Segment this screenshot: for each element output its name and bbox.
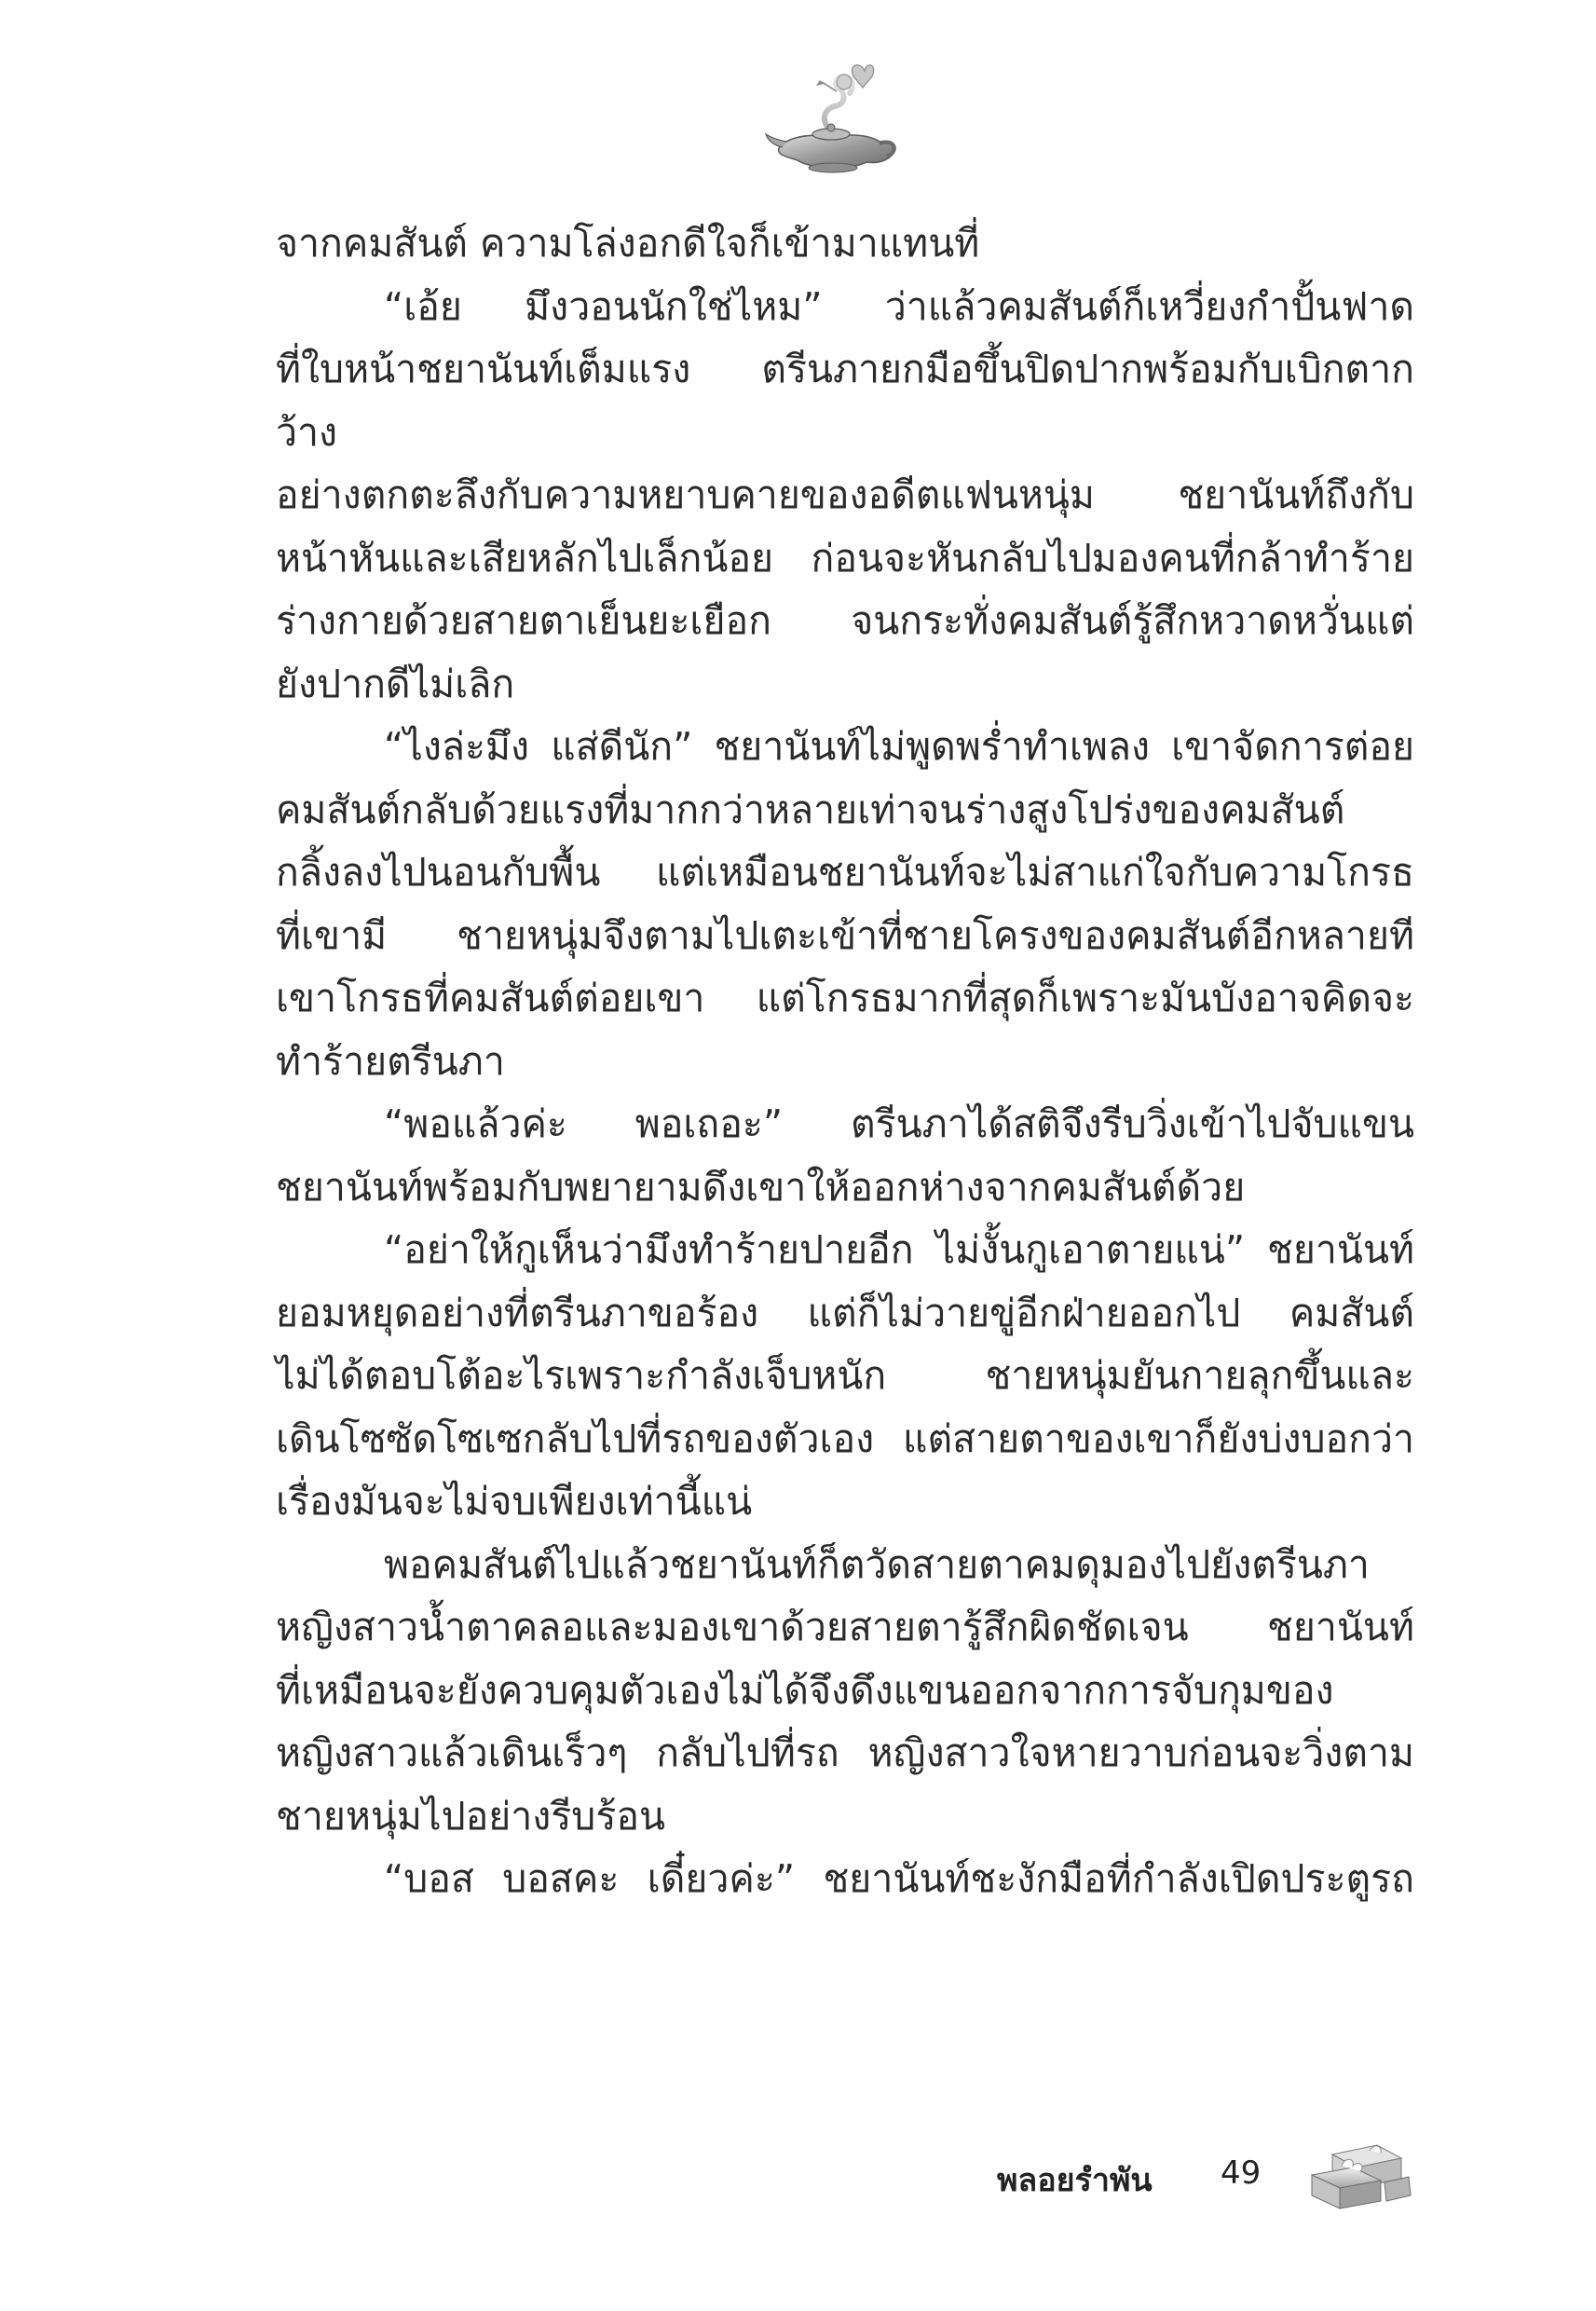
text-line: ทำร้ายตรีนภา: [276, 1038, 505, 1084]
text-line: อย่างตกตะลึงกับความหยาบคายของอดีตแฟนหนุ่ม ชยานันท์ถึงกับ: [276, 472, 1414, 517]
page-footer: [988, 2134, 1425, 2218]
text-line: ที่เขามี ชายหนุ่มจึงตามไปเตะเข้าที่ชายโครงของคมสันต์อีกหลายที: [276, 912, 1414, 958]
text-line: เขาโกรธที่คมสันต์ต่อยเขา แต่โกรธมากที่สุดก็เพราะมันบังอาจคิดจะ: [276, 976, 1414, 1020]
text-line: ไม่ได้ตอบโต้อะไรเพราะกำลังเจ็บหนัก ชายหนุ่มยันกายลุกขึ้นและ: [276, 1353, 1414, 1398]
text-line: ยอมหยุดอย่างที่ตรีนภาขอร้อง แต่ก็ไม่วายขู่อีกฝ่ายออกไป คมสันต์: [276, 1290, 1414, 1335]
text-line: “พอแล้วค่ะ พอเถอะ” ตรีนภาได้สติจึงรีบวิ่งเข้าไปจับแขน: [384, 1101, 1414, 1146]
text-line: “อย่าให้กูเห็นว่ามึงทำร้ายปายอีก ไม่งั้นกูเอาตายแน่” ชยานันท์: [384, 1227, 1414, 1272]
text-line: “ไงล่ะมึง แส่ดีนัก” ชยานันท์ไม่พูดพร่ำทำเพลง เขาจัดการต่อย: [384, 724, 1414, 769]
genie-lamp-heart-icon: [764, 54, 904, 180]
text-line: หน้าหันและเสียหลักไปเล็กน้อย ก่อนจะหันกลับไปมองคนที่กล้าทำร้าย: [276, 535, 1414, 581]
text-line: “บอส บอสคะ เดี๋ยวค่ะ” ชยานันท์ชะงักมือที่กำลังเปิดประตูรถ: [384, 1856, 1414, 1901]
text-line: เดินโซซัดโซเซกลับไปที่รถของตัวเอง แต่สายตาของเขาก็ยังบ่งบอกว่า: [276, 1415, 1414, 1461]
text-line: พอคมสันต์ไปแล้วชยานันท์ก็ตวัดสายตาคมดุมองไปยังตรีนภา: [384, 1541, 1370, 1587]
text-line: กลิ้งลงไปนอนกับพื้น แต่เหมือนชยานันท์จะไม่สาแก่ใจกับความโกรธ: [276, 850, 1414, 895]
body-text: [276, 212, 1414, 1911]
text-line: หญิงสาวน้ำตาคลอและมองเขาด้วยสายตารู้สึกผิดชัดเจน ชยานันท์: [276, 1605, 1414, 1649]
text-line: ชยานันท์พร้อมกับพยายามดึงเขาให้ออกห่างจากคมสันต์ด้วย: [276, 1164, 1246, 1210]
text-line: หญิงสาวแล้วเดินเร็วๆ กลับไปที่รถ หญิงสาวใจหายวาบก่อนจะวิ่งตาม: [276, 1730, 1414, 1775]
text-line: ที่เหมือนจะยังควบคุมตัวเองไม่ได้จึงดึงแขนออกจากการจับกุมของ: [276, 1667, 1334, 1713]
text-line: “เอ้ย มึงวอนนักใช่ไหม” ว่าแล้วคมสันต์ก็เหวี่ยงกำปั้นฟาด: [384, 283, 1414, 329]
book-title: พลอยรำพัน: [997, 2162, 1153, 2199]
text-line: จากคมสันต์ ความโล่งอกดีใจก็เข้ามาแทนที่: [276, 221, 980, 266]
text-line: คมสันต์กลับด้วยแรงที่มากกว่าหลายเท่าจนร่างสูงโปร่งของคมสันต์: [276, 786, 1345, 832]
text-line: ชายหนุ่มไปอย่างรีบร้อน: [276, 1793, 666, 1839]
page-number: 49: [1221, 2154, 1262, 2192]
text-line: ยังปากดีไม่เลิก: [276, 661, 515, 706]
tissue-stack-icon: [1304, 2134, 1414, 2214]
text-line: เรื่องมันจะไม่จบเพียงเท่านี้แน่: [276, 1479, 753, 1524]
text-line: ร่างกายด้วยสายตาเย็นยะเยือก จนกระทั่งคมสันต์รู้สึกหวาดหวั่นแต่: [276, 598, 1414, 643]
text-line: ที่ใบหน้าชยานันท์เต็มแรง ตรีนภายกมือขึ้นปิดปากพร้อมกับเบิกตากว้าง: [276, 347, 1414, 455]
